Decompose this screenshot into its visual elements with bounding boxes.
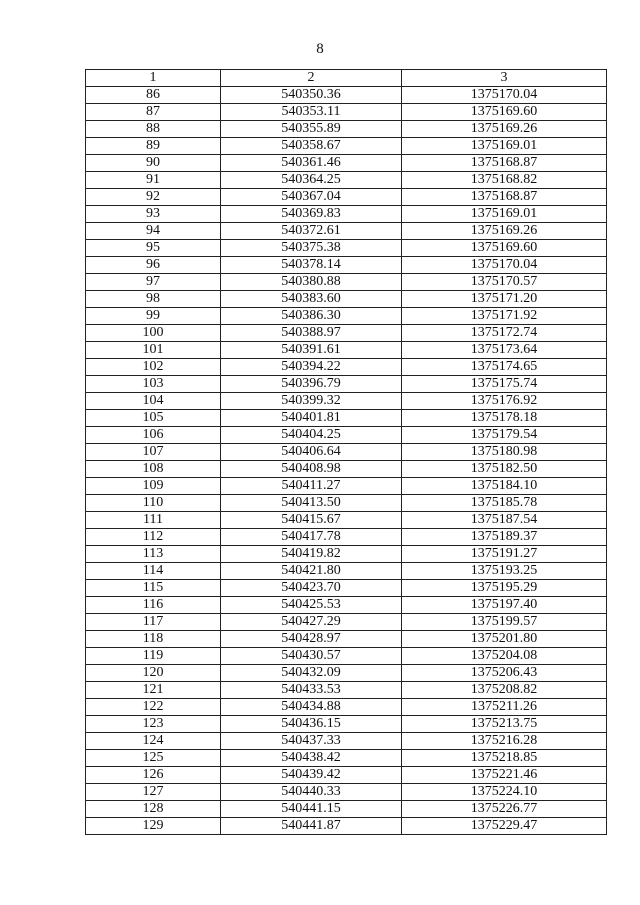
- y-coordinate-cell: 1375185.78: [402, 495, 607, 512]
- table-row: [86, 580, 607, 597]
- table-row: [86, 206, 607, 223]
- x-coordinate-cell: 540427.29: [221, 614, 402, 631]
- point-number-cell: 107: [86, 444, 221, 461]
- point-number-cell: 114: [86, 563, 221, 580]
- table-row: [86, 733, 607, 750]
- x-coordinate-cell: 540423.70: [221, 580, 402, 597]
- table-row: [86, 274, 607, 291]
- x-coordinate-cell: 540372.61: [221, 223, 402, 240]
- y-coordinate-cell: 1375175.74: [402, 376, 607, 393]
- x-coordinate-cell: 540438.42: [221, 750, 402, 767]
- x-coordinate-cell: 540428.97: [221, 631, 402, 648]
- point-number-cell: 120: [86, 665, 221, 682]
- table-row: [86, 750, 607, 767]
- table-row: [86, 325, 607, 342]
- x-coordinate-cell: 540369.83: [221, 206, 402, 223]
- y-coordinate-cell: 1375170.57: [402, 274, 607, 291]
- table-row: [86, 648, 607, 665]
- point-number-cell: 128: [86, 801, 221, 818]
- table-row: [86, 393, 607, 410]
- header-row: [86, 70, 607, 87]
- table-row: [86, 240, 607, 257]
- table-row: [86, 427, 607, 444]
- table-row: [86, 818, 607, 835]
- x-coordinate-cell: 540415.67: [221, 512, 402, 529]
- table-row: [86, 342, 607, 359]
- point-number-cell: 111: [86, 512, 221, 529]
- table-row: [86, 155, 607, 172]
- y-coordinate-cell: 1375174.65: [402, 359, 607, 376]
- table-body: [86, 87, 607, 835]
- table-row: [86, 563, 607, 580]
- point-number-cell: 124: [86, 733, 221, 750]
- y-coordinate-cell: 1375168.87: [402, 189, 607, 206]
- point-number-cell: 101: [86, 342, 221, 359]
- y-coordinate-cell: 1375169.01: [402, 206, 607, 223]
- table-row: [86, 461, 607, 478]
- point-number-cell: 99: [86, 308, 221, 325]
- table-row: [86, 291, 607, 308]
- point-number-cell: 94: [86, 223, 221, 240]
- x-coordinate-cell: 540425.53: [221, 597, 402, 614]
- point-number-cell: 92: [86, 189, 221, 206]
- y-coordinate-cell: 1375170.04: [402, 87, 607, 104]
- x-coordinate-cell: 540386.30: [221, 308, 402, 325]
- point-number-cell: 91: [86, 172, 221, 189]
- y-coordinate-cell: 1375204.08: [402, 648, 607, 665]
- point-number-cell: 123: [86, 716, 221, 733]
- y-coordinate-cell: 1375218.85: [402, 750, 607, 767]
- point-number-cell: 100: [86, 325, 221, 342]
- point-number-cell: 104: [86, 393, 221, 410]
- table-row: [86, 784, 607, 801]
- x-coordinate-cell: 540380.88: [221, 274, 402, 291]
- y-coordinate-cell: 1375206.43: [402, 665, 607, 682]
- table-row: [86, 767, 607, 784]
- x-coordinate-cell: 540436.15: [221, 716, 402, 733]
- table-row: [86, 512, 607, 529]
- table-row: [86, 682, 607, 699]
- point-number-cell: 113: [86, 546, 221, 563]
- y-coordinate-cell: 1375216.28: [402, 733, 607, 750]
- table-row: [86, 614, 607, 631]
- y-coordinate-cell: 1375171.20: [402, 291, 607, 308]
- x-coordinate-cell: 540437.33: [221, 733, 402, 750]
- y-coordinate-cell: 1375229.47: [402, 818, 607, 835]
- x-coordinate-cell: 540391.61: [221, 342, 402, 359]
- table-row: [86, 376, 607, 393]
- x-coordinate-cell: 540355.89: [221, 121, 402, 138]
- x-coordinate-cell: 540375.38: [221, 240, 402, 257]
- point-number-cell: 102: [86, 359, 221, 376]
- point-number-cell: 98: [86, 291, 221, 308]
- x-coordinate-cell: 540432.09: [221, 665, 402, 682]
- column-header-1: 1: [86, 70, 221, 87]
- table-row: [86, 801, 607, 818]
- point-number-cell: 103: [86, 376, 221, 393]
- x-coordinate-cell: 540350.36: [221, 87, 402, 104]
- y-coordinate-cell: 1375172.74: [402, 325, 607, 342]
- x-coordinate-cell: 540353.11: [221, 104, 402, 121]
- x-coordinate-cell: 540394.22: [221, 359, 402, 376]
- y-coordinate-cell: 1375208.82: [402, 682, 607, 699]
- y-coordinate-cell: 1375191.27: [402, 546, 607, 563]
- point-number-cell: 88: [86, 121, 221, 138]
- y-coordinate-cell: 1375169.60: [402, 240, 607, 257]
- y-coordinate-cell: 1375184.10: [402, 478, 607, 495]
- y-coordinate-cell: 1375224.10: [402, 784, 607, 801]
- point-number-cell: 119: [86, 648, 221, 665]
- y-coordinate-cell: 1375169.26: [402, 121, 607, 138]
- y-coordinate-cell: 1375213.75: [402, 716, 607, 733]
- point-number-cell: 125: [86, 750, 221, 767]
- point-number-cell: 89: [86, 138, 221, 155]
- y-coordinate-cell: 1375171.92: [402, 308, 607, 325]
- table-header: [86, 70, 607, 87]
- coordinates-table: [85, 69, 607, 835]
- table-row: [86, 495, 607, 512]
- table-row: [86, 410, 607, 427]
- x-coordinate-cell: 540399.32: [221, 393, 402, 410]
- table-row: [86, 699, 607, 716]
- table-row: [86, 665, 607, 682]
- y-coordinate-cell: 1375197.40: [402, 597, 607, 614]
- x-coordinate-cell: 540378.14: [221, 257, 402, 274]
- table-row: [86, 121, 607, 138]
- x-coordinate-cell: 540419.82: [221, 546, 402, 563]
- point-number-cell: 126: [86, 767, 221, 784]
- point-number-cell: 95: [86, 240, 221, 257]
- table-row: [86, 631, 607, 648]
- x-coordinate-cell: 540367.04: [221, 189, 402, 206]
- y-coordinate-cell: 1375179.54: [402, 427, 607, 444]
- table-row: [86, 308, 607, 325]
- x-coordinate-cell: 540364.25: [221, 172, 402, 189]
- y-coordinate-cell: 1375168.87: [402, 155, 607, 172]
- point-number-cell: 93: [86, 206, 221, 223]
- table-row: [86, 529, 607, 546]
- point-number-cell: 90: [86, 155, 221, 172]
- table-row: [86, 716, 607, 733]
- point-number-cell: 87: [86, 104, 221, 121]
- y-coordinate-cell: 1375180.98: [402, 444, 607, 461]
- point-number-cell: 110: [86, 495, 221, 512]
- x-coordinate-cell: 540388.97: [221, 325, 402, 342]
- y-coordinate-cell: 1375170.04: [402, 257, 607, 274]
- point-number-cell: 105: [86, 410, 221, 427]
- y-coordinate-cell: 1375169.26: [402, 223, 607, 240]
- table-row: [86, 444, 607, 461]
- point-number-cell: 108: [86, 461, 221, 478]
- table-row: [86, 138, 607, 155]
- x-coordinate-cell: 540421.80: [221, 563, 402, 580]
- table-row: [86, 87, 607, 104]
- table-row: [86, 223, 607, 240]
- point-number-cell: 109: [86, 478, 221, 495]
- x-coordinate-cell: 540361.46: [221, 155, 402, 172]
- x-coordinate-cell: 540396.79: [221, 376, 402, 393]
- point-number-cell: 117: [86, 614, 221, 631]
- x-coordinate-cell: 540406.64: [221, 444, 402, 461]
- point-number-cell: 118: [86, 631, 221, 648]
- x-coordinate-cell: 540404.25: [221, 427, 402, 444]
- page-number: 8: [316, 41, 324, 57]
- x-coordinate-cell: 540440.33: [221, 784, 402, 801]
- y-coordinate-cell: 1375193.25: [402, 563, 607, 580]
- y-coordinate-cell: 1375187.54: [402, 512, 607, 529]
- table-row: [86, 359, 607, 376]
- y-coordinate-cell: 1375178.18: [402, 410, 607, 427]
- column-header-3: 3: [402, 70, 607, 87]
- x-coordinate-cell: 540441.87: [221, 818, 402, 835]
- x-coordinate-cell: 540433.53: [221, 682, 402, 699]
- point-number-cell: 86: [86, 87, 221, 104]
- y-coordinate-cell: 1375168.82: [402, 172, 607, 189]
- x-coordinate-cell: 540417.78: [221, 529, 402, 546]
- point-number-cell: 115: [86, 580, 221, 597]
- y-coordinate-cell: 1375199.57: [402, 614, 607, 631]
- x-coordinate-cell: 540358.67: [221, 138, 402, 155]
- point-number-cell: 112: [86, 529, 221, 546]
- y-coordinate-cell: 1375173.64: [402, 342, 607, 359]
- x-coordinate-cell: 540434.88: [221, 699, 402, 716]
- x-coordinate-cell: 540430.57: [221, 648, 402, 665]
- y-coordinate-cell: 1375195.29: [402, 580, 607, 597]
- point-number-cell: 97: [86, 274, 221, 291]
- y-coordinate-cell: 1375182.50: [402, 461, 607, 478]
- point-number-cell: 127: [86, 784, 221, 801]
- y-coordinate-cell: 1375169.01: [402, 138, 607, 155]
- table-row: [86, 172, 607, 189]
- y-coordinate-cell: 1375226.77: [402, 801, 607, 818]
- x-coordinate-cell: 540439.42: [221, 767, 402, 784]
- point-number-cell: 129: [86, 818, 221, 835]
- column-header-2: 2: [221, 70, 402, 87]
- y-coordinate-cell: 1375201.80: [402, 631, 607, 648]
- point-number-cell: 122: [86, 699, 221, 716]
- point-number-cell: 106: [86, 427, 221, 444]
- x-coordinate-cell: 540441.15: [221, 801, 402, 818]
- point-number-cell: 121: [86, 682, 221, 699]
- table-row: [86, 104, 607, 121]
- y-coordinate-cell: 1375189.37: [402, 529, 607, 546]
- y-coordinate-cell: 1375221.46: [402, 767, 607, 784]
- x-coordinate-cell: 540408.98: [221, 461, 402, 478]
- x-coordinate-cell: 540411.27: [221, 478, 402, 495]
- table-row: [86, 478, 607, 495]
- x-coordinate-cell: 540401.81: [221, 410, 402, 427]
- x-coordinate-cell: 540413.50: [221, 495, 402, 512]
- table-row: [86, 257, 607, 274]
- y-coordinate-cell: 1375211.26: [402, 699, 607, 716]
- table-row: [86, 546, 607, 563]
- x-coordinate-cell: 540383.60: [221, 291, 402, 308]
- table-row: [86, 189, 607, 206]
- y-coordinate-cell: 1375169.60: [402, 104, 607, 121]
- point-number-cell: 116: [86, 597, 221, 614]
- point-number-cell: 96: [86, 257, 221, 274]
- table-row: [86, 597, 607, 614]
- y-coordinate-cell: 1375176.92: [402, 393, 607, 410]
